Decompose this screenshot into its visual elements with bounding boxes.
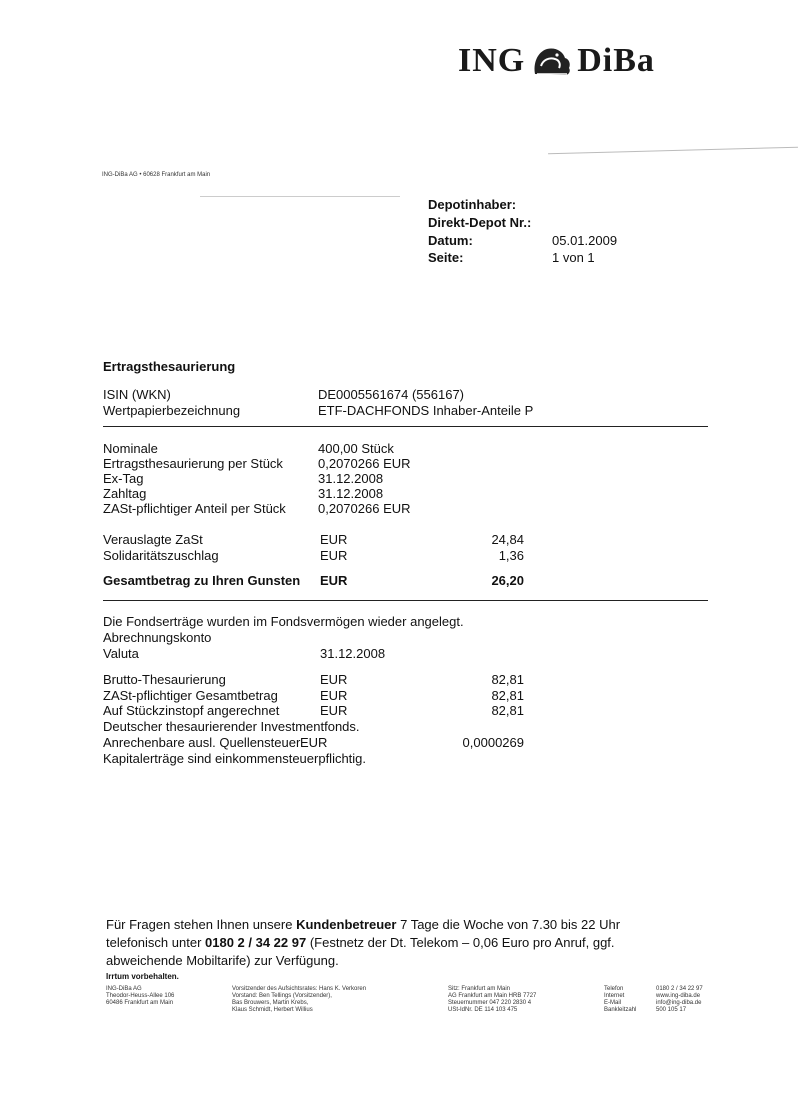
detail-label: Nominale (103, 441, 158, 456)
seite-value: 1 von 1 (552, 250, 595, 265)
depotinhaber-label: Depotinhaber: (428, 197, 517, 212)
security-name-label: Wertpapierbezeichnung (103, 403, 241, 418)
sum-amount: 82,81 (491, 703, 524, 718)
footer-line-2: telefonisch unter 0180 2 / 34 22 97 (Festnetz der Dt. Telekom – 0,06 Euro pro Anruf, ggf. (106, 935, 615, 950)
detail-value: 31.12.2008 (318, 486, 384, 501)
ing-diba-logo (458, 42, 655, 80)
footer-col-board: Vorsitzender des Aufsichtsrates: Hans K. Verkoren Vorstand: Ben Tellings (Vorsitzender), Bas Brouwers, Martin Krebs, Klaus Schmidt, Herbert Willius (232, 986, 367, 1013)
detail-value: 400,00 Stück (318, 441, 394, 456)
divider (103, 426, 708, 427)
sum-label: Auf Stückzinstopf angerechnet (103, 703, 280, 718)
konto-label: Abrechnungskonto (103, 630, 212, 645)
detail-label: Ex-Tag (103, 471, 144, 486)
irrtum-note: Irrtum vorbehalten. (106, 972, 179, 981)
tax-note: Kapitalerträge sind einkommensteuerpflichtig. (103, 751, 367, 766)
detail-value: 0,2070266 EUR (318, 456, 411, 471)
valuta-value: 31.12.2008 (320, 646, 386, 661)
depot-nr-label: Direkt-Depot Nr.: (428, 215, 532, 230)
tax-label: Verauslagte ZaSt (103, 532, 203, 547)
footer-col-register: Sitz: Frankfurt am Main AG Frankfurt am Main HRB 7727 Steuernummer 047 220 2830 4 USt-IdNr. DE 114 103 475 (448, 986, 537, 1013)
footer-col-company: ING-DiBa AG Theodor-Heuss-Allee 106 60486 Frankfurt am Main (106, 986, 175, 1006)
withholding-currency: EUR (300, 735, 328, 750)
security-name-value: ETF-DACHFONDS Inhaber-Anteile P (318, 403, 534, 418)
datum-label: Datum: (428, 233, 473, 248)
isin-value: DE0005561674 (556167) (318, 387, 465, 402)
total-currency: EUR (320, 573, 348, 588)
footer-col-contact-labels: Telefon Internet E-Mail Bankleitzahl (604, 986, 637, 1013)
isin-label: ISIN (WKN) (103, 387, 171, 402)
tax-amount: 1,36 (498, 548, 524, 563)
withholding-amount: 0,0000269 (462, 735, 524, 750)
detail-label: ZASt-pflichtiger Anteil per Stück (103, 501, 286, 516)
lion-icon (529, 44, 573, 78)
footer-line-1: Für Fragen stehen Ihnen unsere Kundenbetreuer 7 Tage die Woche von 7.30 bis 22 Uhr (106, 917, 621, 932)
scan-line (548, 147, 798, 155)
detail-label: Zahltag (103, 486, 147, 501)
total-amount: 26,20 (491, 573, 524, 588)
document-title: Ertragsthesaurierung (103, 359, 236, 374)
scan-line (200, 196, 400, 197)
sender-line: ING-DiBa AG • 60628 Frankfurt am Main (102, 172, 211, 178)
sum-currency: EUR (320, 672, 348, 687)
withholding-label: Anrechenbare ausl. Quellensteuer (103, 735, 301, 750)
logo-text-ing: ING (458, 42, 526, 79)
detail-value: 31.12.2008 (318, 471, 384, 486)
sum-label: Brutto-Thesaurierung (103, 672, 226, 687)
tax-currency: EUR (320, 548, 348, 563)
footer-col-contact-values: 0180 2 / 34 22 97 www.ing-diba.de info@ing-diba.de 500 105 17 (656, 986, 703, 1013)
total-label: Gesamtbetrag zu Ihren Gunsten (103, 573, 301, 588)
divider (103, 600, 708, 601)
seite-label: Seite: (428, 250, 464, 265)
fund-note: Deutscher thesaurierender Investmentfonds. (103, 719, 360, 734)
footer-line-3: abweichende Mobiltarife) zur Verfügung. (106, 953, 339, 968)
sum-currency: EUR (320, 688, 348, 703)
sum-label: ZASt-pflichtiger Gesamtbetrag (103, 688, 278, 703)
tax-currency: EUR (320, 532, 348, 547)
sum-amount: 82,81 (491, 688, 524, 703)
logo-text-diba: DiBa (577, 42, 655, 79)
reinvested-note: Die Fondserträge wurden im Fondsvermögen wieder angelegt. (103, 614, 464, 629)
valuta-label: Valuta (103, 646, 139, 661)
tax-amount: 24,84 (491, 532, 524, 547)
detail-label: Ertragsthesaurierung per Stück (103, 456, 283, 471)
sum-amount: 82,81 (491, 672, 524, 687)
tax-label: Solidaritätszuschlag (103, 548, 219, 563)
detail-value: 0,2070266 EUR (318, 501, 411, 516)
sum-currency: EUR (320, 703, 348, 718)
datum-value: 05.01.2009 (552, 233, 618, 248)
